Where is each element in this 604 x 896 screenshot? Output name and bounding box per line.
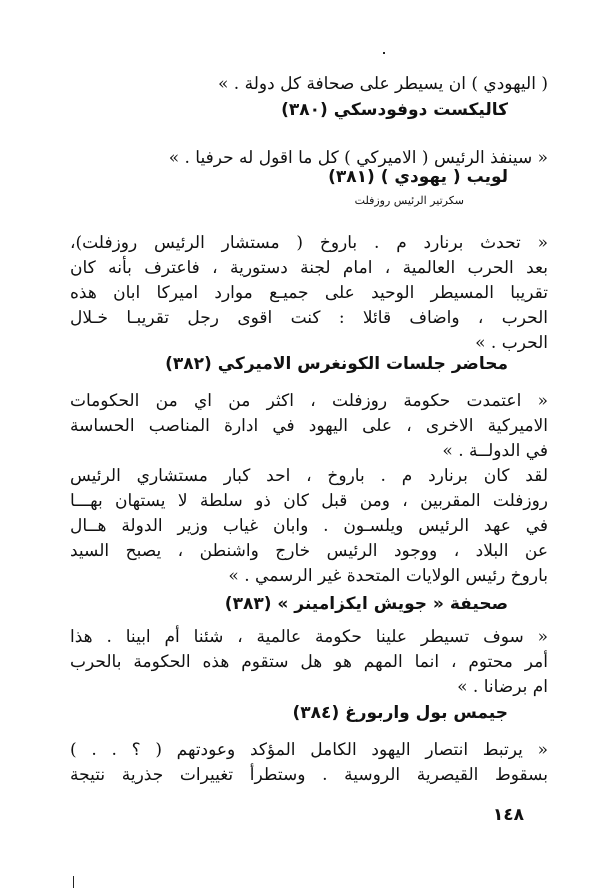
quote-line: « تحدث برنارد م . باروخ ( مستشار الرئيس روزفلت)،: [70, 233, 548, 253]
text-line: عن البلاد ، ووجود الرئيس خارج واشنطن ، يصبح السيد: [70, 541, 548, 561]
quote-line: « سوف تسيطر علينا حكومة عالمية ، شئنا أم ابينا . هذا: [70, 627, 548, 647]
scan-mark: [73, 876, 74, 888]
quote-line: ام برضانا . »: [457, 677, 548, 697]
quote-line: بسقوط القيصرية الروسية . وستطرأ تغييرات جذرية نتيجة: [70, 765, 548, 785]
section-heading: كاليكست دوفودسكي (٣٨٠): [281, 100, 508, 120]
text-line: لقد كان برنارد م . باروخ ، احد كبار مستشاري الرئيس: [70, 466, 548, 486]
quote-line: الحرب ، واضاف قائلا : كنت اقوى رجل تقريبـا خـلال: [70, 308, 548, 328]
text-line: روزفلت المقربين ، ومن قبل كان ذو سلطة لا يستهان بهـــا: [70, 491, 548, 511]
quote-line: « يرتبط انتصار اليهود الكامل المؤكد وعودتهم ( ؟ . . ): [70, 740, 548, 760]
section-heading: صحيفة « جويش ايكزامينر » (٣٨٣): [224, 594, 508, 614]
section-heading: محاضر جلسات الكونغرس الاميركي (٣٨٢): [165, 354, 508, 374]
text-line: في عهد الرئيس ويلسـون . وابان غياب وزير الدولة هــال: [70, 516, 548, 536]
scan-speck: [383, 52, 385, 54]
quote-line: الاميركية الاخرى ، على اليهود في ادارة المناصب الحساسة: [70, 416, 548, 436]
quote-line: « سينفذ الرئيس ( الاميركي ) كل ما اقول له حرفيا . »: [168, 148, 548, 168]
section-heading: جيمس بول واربورغ (٣٨٤): [292, 703, 508, 723]
quote-line: تقريبا المسيطر الوحيد على جميـع موارد اميركا ابان هذه: [70, 283, 548, 303]
quote-line: « اعتمدت حكومة روزفلت ، اكثر من اي من الحكومات: [70, 391, 548, 411]
quote-line: الحرب . »: [475, 333, 548, 353]
text-line: ( اليهودي ) ان يسيطر على صحافة كل دولة . »: [217, 74, 548, 94]
quote-line: أمر محتوم ، انما المهم هو هل ستقوم هذه الحكومة بالحرب: [70, 652, 548, 672]
heading-subtitle: سكرتير الرئيس روزفلت: [354, 194, 464, 207]
quote-line: في الدولــة . »: [442, 441, 548, 461]
text-line: باروخ رئيس الولايات المتحدة غير الرسمي . »: [228, 566, 548, 586]
page-number: ١٤٨: [492, 805, 524, 825]
quote-line: بعد الحرب العالمية ، امام لجنة دستورية ، فاعترف بأنه كان: [70, 258, 548, 278]
section-heading: لويب ( يهودي ) (٣٨١): [328, 167, 508, 187]
